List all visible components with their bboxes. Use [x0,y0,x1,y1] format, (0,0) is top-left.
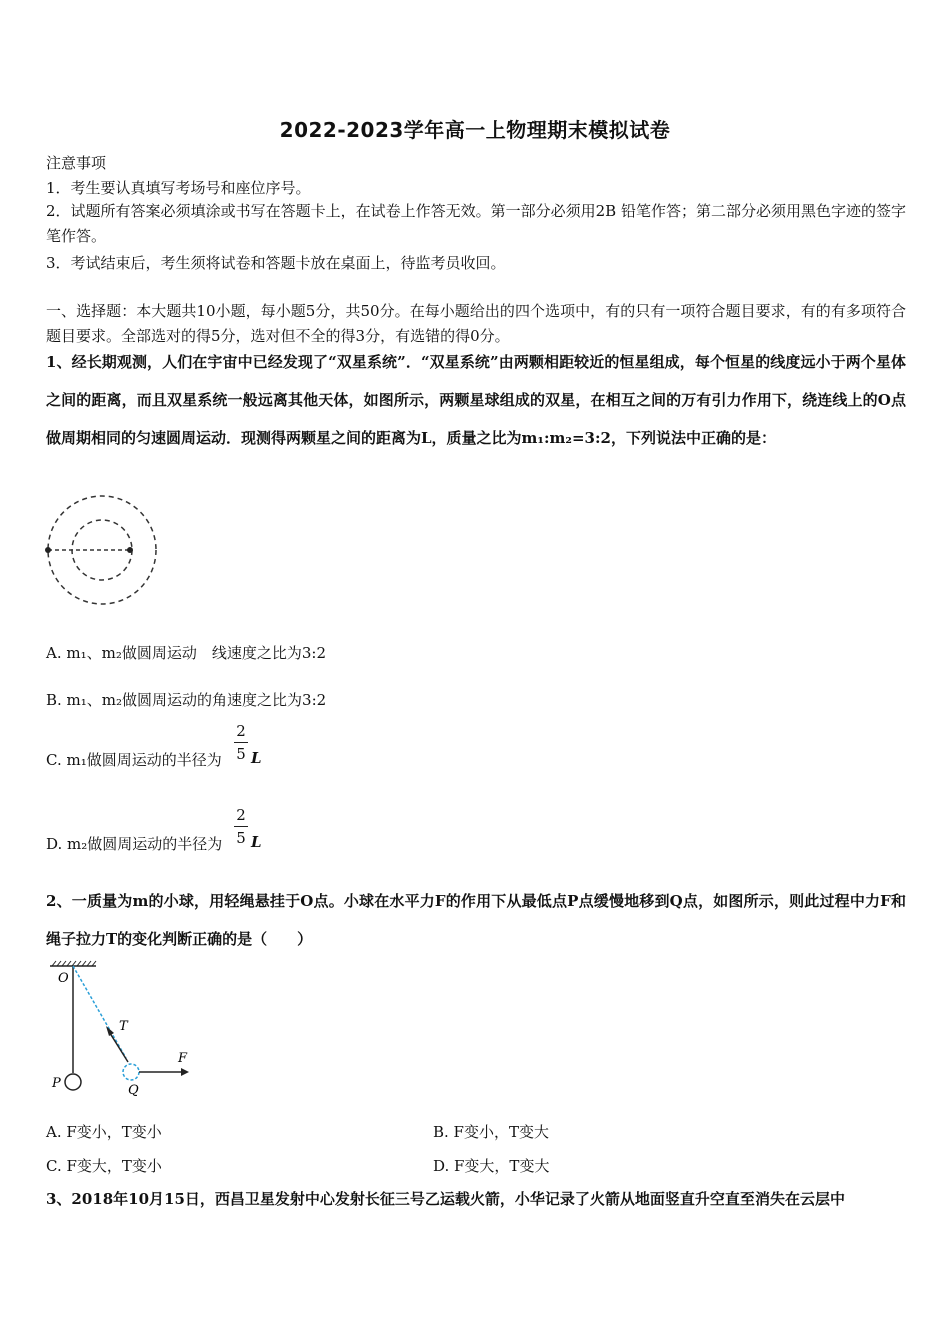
fraction-denominator: 5 [236,829,246,847]
star-m2 [127,547,133,553]
rope-tilted [73,966,126,1058]
q1-option-c[interactable]: C. m₁做圆周运动的半径为 [46,751,222,769]
q1-option-c-var: L [251,749,262,767]
notice-item-1: 1．考生要认真填写考场号和座位序号。 [46,179,311,197]
q2-option-d[interactable]: D. F变大，T变大 [433,1157,550,1175]
q2-option-b[interactable]: B. F变小，T变大 [433,1123,549,1141]
fraction-numerator: 2 [236,722,246,740]
pendulum-diagram [44,958,204,1098]
q1-option-c-fraction [234,722,248,763]
q1-option-a[interactable]: A. m₁、m₂做圆周运动 线速度之比为3:2 [46,644,326,662]
notice-item-3: 3．考试结束后，考生须将试卷和答题卡放在桌面上，待监考员收回。 [46,254,506,272]
fraction-denominator: 5 [236,745,246,763]
page-title: 2022-2023学年高一上物理期末模拟试卷 [279,118,671,142]
q2-option-a[interactable]: A. F变小，T变小 [46,1123,162,1141]
label-O: O [58,971,69,986]
q2-option-c[interactable]: C. F变大，T变小 [46,1157,162,1175]
notice-item-2: 2．试题所有答案必须填涂或书写在答题卡上，在试卷上作答无效。第一部分必须用2B 铅笔作答；第二部分必须用黑色字迹的签字笔作答。 [46,202,906,245]
tension-arrow [108,1030,128,1062]
question-2-stem: 2、一质量为m的小球，用轻绳悬挂于O点。小球在水平力F的作用下从最低点P点缓慢地移到Q点，如图所示，则此过程中力F和绳子拉力T的变化判断正确的是（ ） [46,892,906,948]
section-instructions: 一、选择题：本大题共10小题，每小题5分，共50分。在每小题给出的四个选项中，有的只有一项符合题目要求，有的有多项符合题目要求。全部选对的得5分，选对但不全的得3分，有选错的得0分。 [46,302,906,345]
q1-option-d[interactable]: D. m₂做圆周运动的半径为 [46,835,223,853]
force-arrowhead [181,1068,189,1076]
fraction-numerator: 2 [236,806,246,824]
label-F: F [178,1051,188,1066]
q1-option-d-fraction [234,806,248,847]
notice-heading: 注意事项 [46,154,107,172]
star-m1 [45,547,51,553]
ball-Q [123,1064,139,1080]
label-T: T [119,1019,128,1034]
question-3-stem: 3、2018年10月15日，西昌卫星发射中心发射长征三号乙运载火箭，小华记录了火箭从地面竖直升空直至消失在云层中 [46,1190,845,1208]
ball-P [65,1074,81,1090]
q1-option-b[interactable]: B. m₁、m₂做圆周运动的角速度之比为3:2 [46,691,327,709]
question-1-stem: 1、经长期观测，人们在宇宙中已经发现了“双星系统”．“双星系统”由两颗相距较近的恒星组成，每个恒星的线度远小于两个星体之间的距离，而且双星系统一般远离其他天体，如图所示，两颗星球组成的双星，在相互之间的万有引力作用下，绕连线上的O点做周期相同的匀速圆周运动．现测得两颗星之间的距离为L，质量之比为m₁:m₂=3:2，下列说法中正确的是： [46,353,906,447]
inner-orbit [72,520,132,580]
label-Q: Q [128,1083,139,1098]
binary-star-diagram [40,490,170,610]
tension-arrowhead [106,1026,114,1036]
q1-option-d-var: L [251,833,262,851]
label-P: P [52,1076,61,1091]
